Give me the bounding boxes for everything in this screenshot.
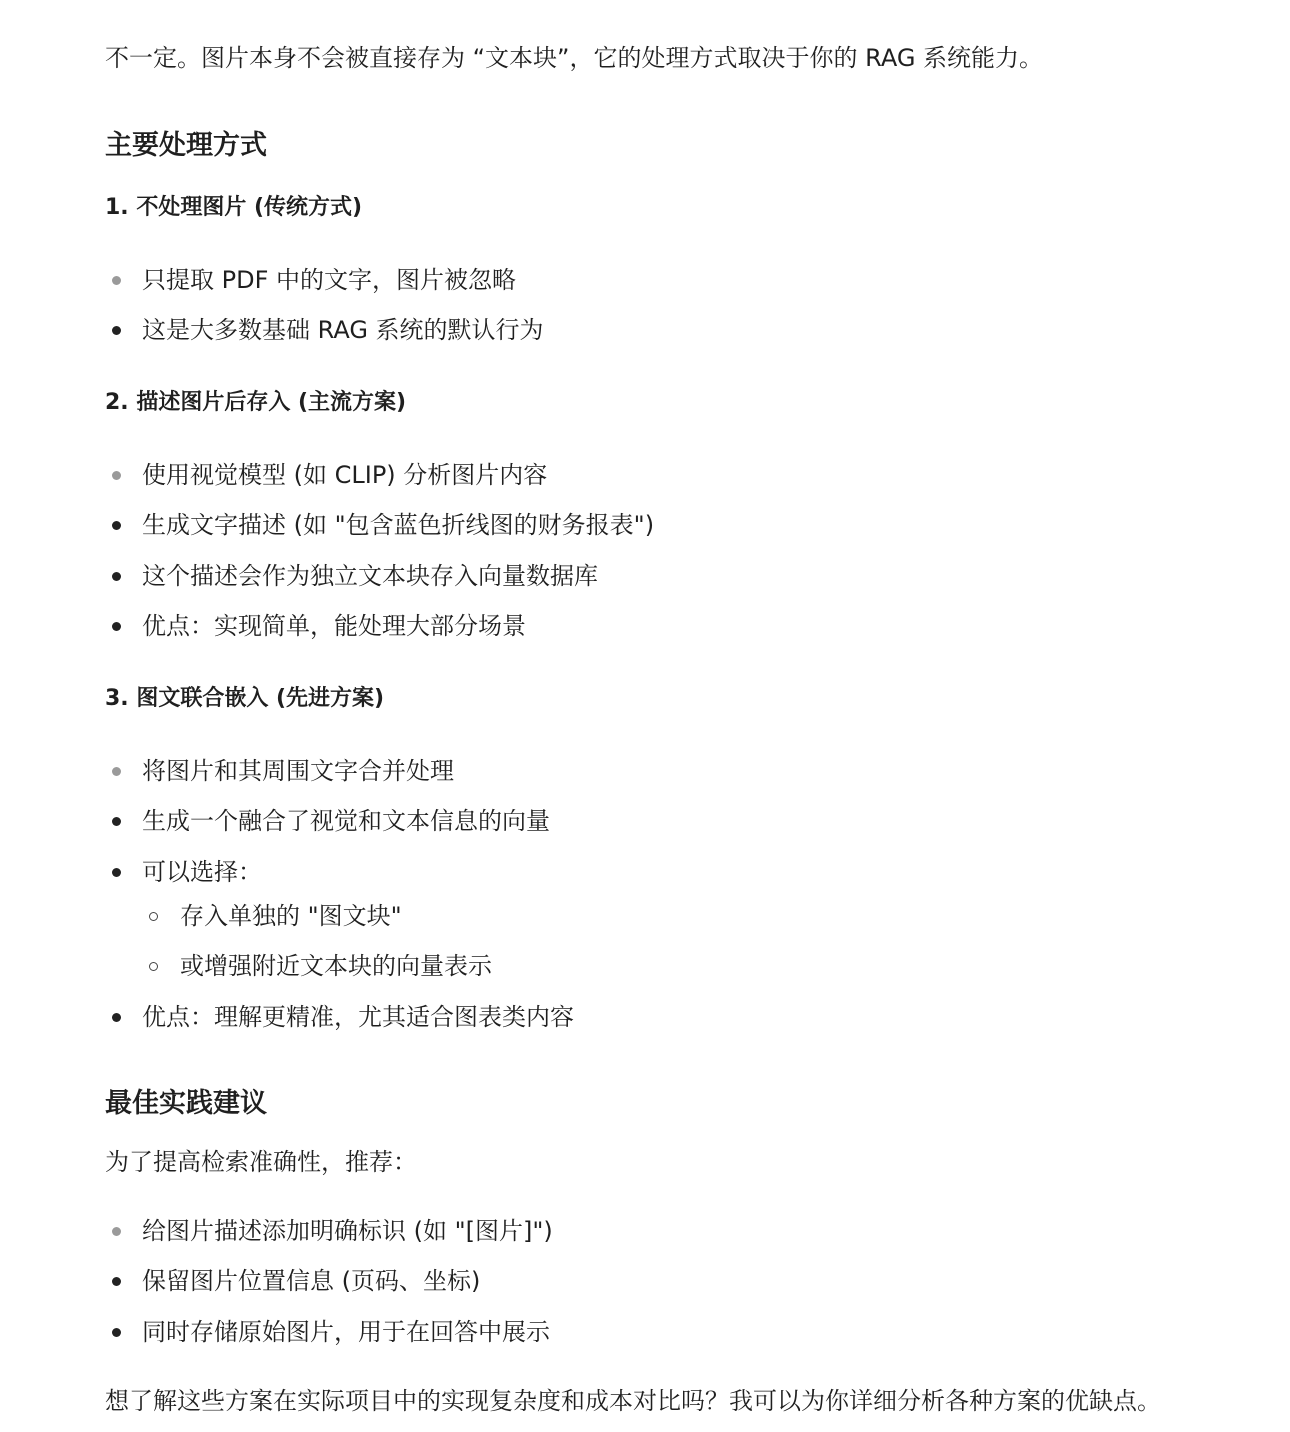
bullet-icon [112,1227,121,1236]
bullet-icon [112,326,121,335]
intro-paragraph: 不一定。图片本身不会被直接存为 “文本块”，它的处理方式取决于你的 RAG 系统能力。 [105,44,1044,72]
method-1-heading: 1. 不处理图片 (传统方式) [105,195,363,220]
method-3-heading: 3. 图文联合嵌入 (先进方案) [105,686,385,711]
bullet-icon [112,521,121,530]
bullet-icon [112,767,121,776]
section-heading-main: 主要处理方式 [105,130,267,161]
best-practice-intro: 为了提高检索准确性，推荐： [105,1148,417,1176]
bullet-icon [112,622,121,631]
bullet-icon [112,1328,121,1337]
bullet-icon [112,1013,121,1022]
section-heading-best-practice: 最佳实践建议 [105,1088,267,1119]
hollow-bullet-icon [149,912,158,921]
bullet-icon [112,276,121,285]
closing-paragraph: 想了解这些方案在实际项目中的实现复杂度和成本对比吗？我可以为你详细分析各种方案的优缺点。 [105,1387,1161,1415]
hollow-bullet-icon [149,962,158,971]
bullet-icon [112,1277,121,1286]
method-2-heading: 2. 描述图片后存入 (主流方案) [105,390,407,415]
bullet-icon [112,572,121,581]
bullet-icon [112,868,121,877]
bullet-icon [112,817,121,826]
bullet-icon [112,471,121,480]
